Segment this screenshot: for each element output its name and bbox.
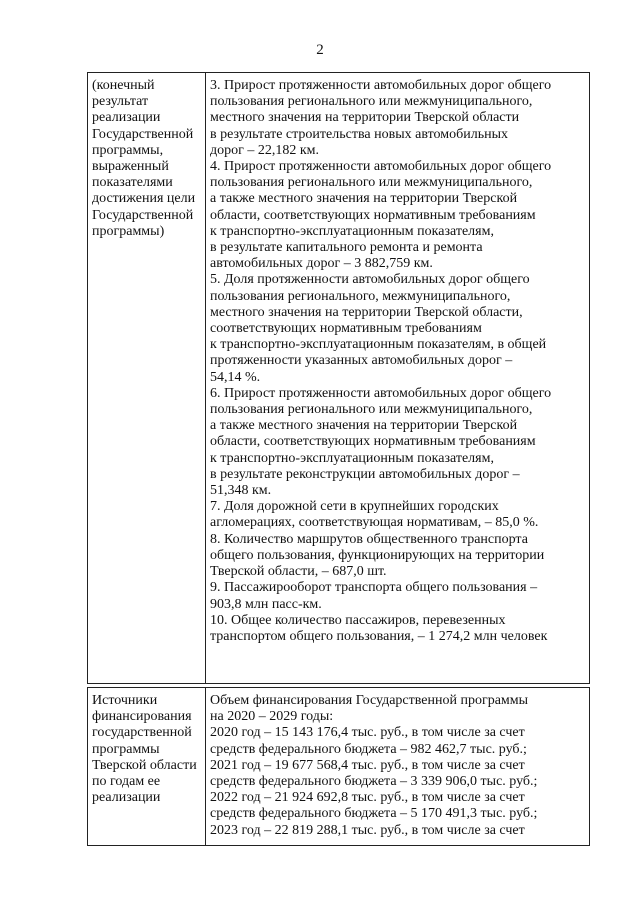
content-line: в результате капитального ремонта и ремонта xyxy=(210,240,483,256)
label-line: Источники xyxy=(92,693,158,708)
label-line: реализации xyxy=(92,110,161,126)
label-line: государственной xyxy=(92,725,192,741)
table-row-financing xyxy=(88,688,590,846)
content-line: 54,14 %. xyxy=(210,369,261,385)
content-line: пользования регионального или межмуниципального, xyxy=(210,94,533,110)
content-line: 3. Прирост протяженности автомобильных дорог общего xyxy=(210,78,552,93)
table-row-results xyxy=(88,73,590,684)
content-line: общего пользования, функционирующих на территории xyxy=(210,547,545,563)
content-line: Тверской области, – 687,0 шт. xyxy=(210,564,387,580)
content-line: 2022 год – 21 924 692,8 тыс. руб., в том числе за счет xyxy=(210,790,525,806)
label-line: программы) xyxy=(92,223,165,239)
row-label xyxy=(88,73,205,240)
content-line: соответствующих нормативным требованиям xyxy=(210,321,482,337)
content-line: протяженности указанных автомобильных дорог – xyxy=(210,353,513,369)
content-line: 903,8 млн пасс-км. xyxy=(210,596,322,612)
label-line: достижения цели xyxy=(92,191,196,207)
content-line: пользования регионального или межмуниципального, xyxy=(210,175,533,191)
content-line: на 2020 – 2029 годы: xyxy=(210,709,334,725)
content-line: в результате реконструкции автомобильных дорог – xyxy=(210,466,520,482)
content-line: в результате строительства новых автомобильных xyxy=(210,126,508,142)
content-line: средств федерального бюджета – 3 339 906,0 тыс. руб.; xyxy=(210,774,538,790)
label-line: финансирования xyxy=(92,709,192,725)
label-line: по годам ее xyxy=(92,774,161,790)
content-line: 10. Общее количество пассажиров, перевезенных xyxy=(210,612,506,628)
content-line: 7. Доля дорожной сети в крупнейших городских xyxy=(210,499,499,515)
label-line: программы xyxy=(92,741,160,757)
content-line: транспортом общего пользования, – 1 274,2 млн человек xyxy=(210,628,548,644)
row-content xyxy=(206,688,589,845)
content-line: к транспортно-эксплуатационным показателям, в общей xyxy=(210,337,547,353)
content-line: 8. Количество маршрутов общественного транспорта xyxy=(210,531,528,547)
label-line: Тверской области xyxy=(92,757,197,773)
content-line: области, соответствующих нормативным требованиям xyxy=(210,434,536,450)
label-line: программы, xyxy=(92,142,164,158)
row-content-cell xyxy=(206,688,590,846)
row-content-cell xyxy=(206,73,590,684)
content-line: 4. Прирост протяженности автомобильных дорог общего xyxy=(210,159,552,175)
row-label-cell xyxy=(88,688,206,846)
page-number: 2 xyxy=(316,42,324,58)
label-line: результат xyxy=(92,94,149,110)
row-content xyxy=(206,73,589,683)
content-line: дорог – 22,182 км. xyxy=(210,142,320,158)
label-line: (конечный xyxy=(92,78,155,93)
content-line: а также местного значения на территории Тверской xyxy=(210,191,518,207)
content-line: агломерациях, соответствующая нормативам, – 85,0 %. xyxy=(210,515,539,531)
label-line: Государственной xyxy=(92,126,194,142)
content-line: 2020 год – 15 143 176,4 тыс. руб., в том числе за счет xyxy=(210,725,525,741)
content-line: Объем финансирования Государственной программы xyxy=(210,693,529,708)
content-line: 9. Пассажирооборот транспорта общего пользования – xyxy=(210,580,538,596)
content-line: области, соответствующих нормативным требованиям xyxy=(210,207,536,223)
row-label-cell xyxy=(88,73,206,684)
content-line: 2023 год – 22 819 288,1 тыс. руб., в том числе за счет xyxy=(210,822,525,838)
content-line: 6. Прирост протяженности автомобильных дорог общего xyxy=(210,385,552,401)
content-line: 51,348 км. xyxy=(210,483,272,499)
label-line: реализации xyxy=(92,790,161,806)
content-line: пользования регионального или межмуниципального, xyxy=(210,402,533,418)
content-line: автомобильных дорог – 3 882,759 км. xyxy=(210,256,433,272)
row-label xyxy=(88,688,205,806)
label-line: Государственной xyxy=(92,207,194,223)
content-line: к транспортно-эксплуатационным показателям, xyxy=(210,223,494,239)
content-line: средств федерального бюджета – 5 170 491,3 тыс. руб.; xyxy=(210,806,538,822)
content-line: а также местного значения на территории Тверской xyxy=(210,418,518,434)
content-line: средств федерального бюджета – 982 462,7 тыс. руб.; xyxy=(210,741,527,757)
content-line: к транспортно-эксплуатационным показателям, xyxy=(210,450,494,466)
program-passport-table xyxy=(87,72,590,846)
content-line: 2021 год – 19 677 568,4 тыс. руб., в том числе за счет xyxy=(210,757,525,773)
content-line: местного значения на территории Тверской области xyxy=(210,110,520,126)
label-line: показателями xyxy=(92,175,173,191)
content-line: местного значения на территории Тверской области, xyxy=(210,304,523,320)
content-line: пользования регионального, межмуниципального, xyxy=(210,288,511,304)
content-line: 5. Доля протяженности автомобильных дорог общего xyxy=(210,272,530,288)
label-line: выраженный xyxy=(92,159,169,175)
